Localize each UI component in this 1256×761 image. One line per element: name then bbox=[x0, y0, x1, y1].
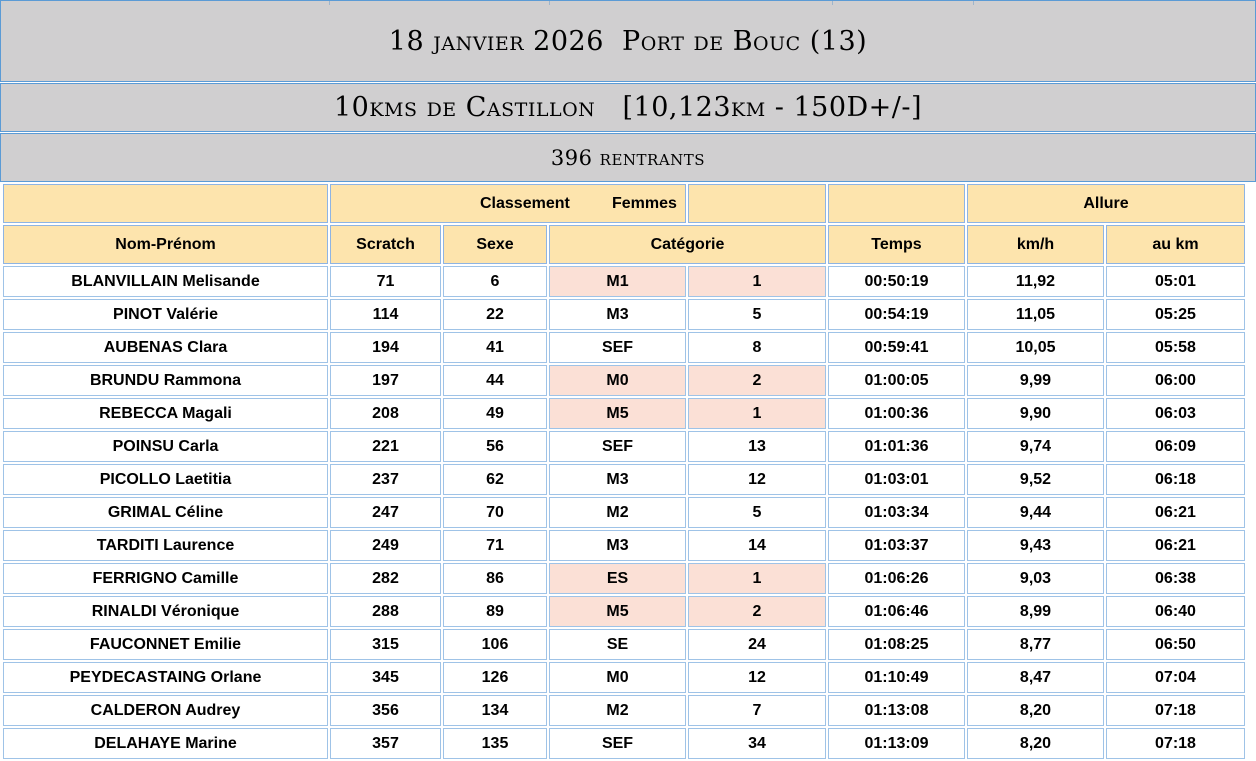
cell-temps: 01:06:26 bbox=[828, 563, 965, 594]
cell-sexe: 62 bbox=[443, 464, 547, 495]
cell-scratch: 282 bbox=[330, 563, 441, 594]
cell-kmh: 8,99 bbox=[967, 596, 1104, 627]
group-header-temps-spacer bbox=[828, 184, 965, 223]
group-header-categorie-spacer bbox=[688, 184, 826, 223]
event-title: 18 janvier 2026 Port de Bouc (13) bbox=[388, 25, 868, 57]
cell-nom: REBECCA Magali bbox=[3, 398, 328, 429]
gridline-mark bbox=[973, 1, 974, 5]
col-header-scratch: Scratch bbox=[330, 225, 441, 264]
cell-categorie: M2 bbox=[549, 695, 686, 726]
cell-kmh: 9,52 bbox=[967, 464, 1104, 495]
cell-sexe: 49 bbox=[443, 398, 547, 429]
table-row bbox=[3, 662, 1245, 693]
group-header-allure: Allure bbox=[967, 184, 1245, 223]
cell-rang-categorie: 34 bbox=[688, 728, 826, 759]
cell-scratch: 249 bbox=[330, 530, 441, 561]
cell-aukm: 06:21 bbox=[1106, 530, 1245, 561]
cell-aukm: 07:18 bbox=[1106, 695, 1245, 726]
cell-kmh: 11,92 bbox=[967, 266, 1104, 297]
cell-sexe: 71 bbox=[443, 530, 547, 561]
cell-categorie: M3 bbox=[549, 299, 686, 330]
col-header-temps: Temps bbox=[828, 225, 965, 264]
col-header-kmh: km/h bbox=[967, 225, 1104, 264]
cell-temps: 01:08:25 bbox=[828, 629, 965, 660]
cell-nom: FERRIGNO Camille bbox=[3, 563, 328, 594]
cell-aukm: 06:40 bbox=[1106, 596, 1245, 627]
cell-scratch: 315 bbox=[330, 629, 441, 660]
cell-rang-categorie: 14 bbox=[688, 530, 826, 561]
cell-nom: PICOLLO Laetitia bbox=[3, 464, 328, 495]
cell-rang-categorie: 8 bbox=[688, 332, 826, 363]
gridline-mark bbox=[329, 1, 330, 5]
cell-kmh: 8,20 bbox=[967, 728, 1104, 759]
cell-temps: 01:03:37 bbox=[828, 530, 965, 561]
cell-nom: PEYDECASTAING Orlane bbox=[3, 662, 328, 693]
cell-temps: 00:50:19 bbox=[828, 266, 965, 297]
cell-aukm: 07:18 bbox=[1106, 728, 1245, 759]
col-header-sexe: Sexe bbox=[443, 225, 547, 264]
results-table bbox=[1, 182, 1247, 761]
cell-kmh: 8,47 bbox=[967, 662, 1104, 693]
cell-temps: 01:00:36 bbox=[828, 398, 965, 429]
cell-temps: 00:54:19 bbox=[828, 299, 965, 330]
finishers-count-banner bbox=[0, 133, 1256, 182]
table-row bbox=[3, 431, 1245, 462]
cell-temps: 01:13:08 bbox=[828, 695, 965, 726]
cell-categorie: ES bbox=[549, 563, 686, 594]
cell-aukm: 05:25 bbox=[1106, 299, 1245, 330]
cell-rang-categorie: 5 bbox=[688, 497, 826, 528]
cell-rang-categorie: 7 bbox=[688, 695, 826, 726]
table-row bbox=[3, 563, 1245, 594]
cell-nom: DELAHAYE Marine bbox=[3, 728, 328, 759]
cell-rang-categorie: 1 bbox=[688, 563, 826, 594]
cell-aukm: 06:09 bbox=[1106, 431, 1245, 462]
cell-scratch: 208 bbox=[330, 398, 441, 429]
cell-rang-categorie: 24 bbox=[688, 629, 826, 660]
cell-categorie: M5 bbox=[549, 398, 686, 429]
cell-kmh: 10,05 bbox=[967, 332, 1104, 363]
cell-kmh: 8,20 bbox=[967, 695, 1104, 726]
cell-nom: POINSU Carla bbox=[3, 431, 328, 462]
results-rows bbox=[3, 266, 1245, 759]
cell-aukm: 06:21 bbox=[1106, 497, 1245, 528]
table-row bbox=[3, 464, 1245, 495]
cell-scratch: 345 bbox=[330, 662, 441, 693]
cell-scratch: 288 bbox=[330, 596, 441, 627]
column-header-row bbox=[3, 225, 1245, 264]
cell-categorie: M2 bbox=[549, 497, 686, 528]
col-header-aukm: au km bbox=[1106, 225, 1245, 264]
cell-kmh: 9,43 bbox=[967, 530, 1104, 561]
cell-temps: 01:03:34 bbox=[828, 497, 965, 528]
cell-kmh: 8,77 bbox=[967, 629, 1104, 660]
cell-categorie: M1 bbox=[549, 266, 686, 297]
table-row bbox=[3, 695, 1245, 726]
table-row bbox=[3, 629, 1245, 660]
table-row bbox=[3, 398, 1245, 429]
cell-temps: 01:10:49 bbox=[828, 662, 965, 693]
cell-sexe: 44 bbox=[443, 365, 547, 396]
cell-categorie: M5 bbox=[549, 596, 686, 627]
race-subtitle-banner bbox=[0, 83, 1256, 132]
cell-aukm: 06:38 bbox=[1106, 563, 1245, 594]
cell-rang-categorie: 1 bbox=[688, 398, 826, 429]
cell-temps: 01:06:46 bbox=[828, 596, 965, 627]
table-row bbox=[3, 365, 1245, 396]
table-row bbox=[3, 266, 1245, 297]
cell-scratch: 194 bbox=[330, 332, 441, 363]
group-header-empty bbox=[3, 184, 328, 223]
cell-sexe: 135 bbox=[443, 728, 547, 759]
cell-nom: FAUCONNET Emilie bbox=[3, 629, 328, 660]
cell-categorie: SEF bbox=[549, 728, 686, 759]
cell-nom: TARDITI Laurence bbox=[3, 530, 328, 561]
cell-categorie: M3 bbox=[549, 530, 686, 561]
cell-scratch: 357 bbox=[330, 728, 441, 759]
cell-temps: 00:59:41 bbox=[828, 332, 965, 363]
group-header-row bbox=[3, 184, 1245, 223]
cell-kmh: 9,03 bbox=[967, 563, 1104, 594]
cell-scratch: 197 bbox=[330, 365, 441, 396]
cell-temps: 01:03:01 bbox=[828, 464, 965, 495]
cell-nom: PINOT Valérie bbox=[3, 299, 328, 330]
cell-nom: BRUNDU Rammona bbox=[3, 365, 328, 396]
cell-nom: AUBENAS Clara bbox=[3, 332, 328, 363]
cell-nom: BLANVILLAIN Melisande bbox=[3, 266, 328, 297]
cell-nom: GRIMAL Céline bbox=[3, 497, 328, 528]
cell-sexe: 106 bbox=[443, 629, 547, 660]
cell-sexe: 89 bbox=[443, 596, 547, 627]
gridline-mark bbox=[832, 1, 833, 5]
cell-temps: 01:01:36 bbox=[828, 431, 965, 462]
cell-kmh: 11,05 bbox=[967, 299, 1104, 330]
group-header-classement bbox=[330, 184, 686, 223]
cell-aukm: 06:03 bbox=[1106, 398, 1245, 429]
cell-nom: CALDERON Audrey bbox=[3, 695, 328, 726]
cell-rang-categorie: 1 bbox=[688, 266, 826, 297]
cell-sexe: 70 bbox=[443, 497, 547, 528]
cell-categorie: SEF bbox=[549, 431, 686, 462]
table-row bbox=[3, 728, 1245, 759]
cell-kmh: 9,90 bbox=[967, 398, 1104, 429]
race-subtitle: 10kms de Castillon [10,123km - 150D+/-] bbox=[333, 92, 923, 123]
cell-sexe: 126 bbox=[443, 662, 547, 693]
gridline-mark bbox=[549, 1, 550, 5]
cell-categorie: SEF bbox=[549, 332, 686, 363]
cell-sexe: 41 bbox=[443, 332, 547, 363]
cell-rang-categorie: 2 bbox=[688, 596, 826, 627]
cell-sexe: 134 bbox=[443, 695, 547, 726]
cell-categorie: M3 bbox=[549, 464, 686, 495]
cell-rang-categorie: 5 bbox=[688, 299, 826, 330]
cell-kmh: 9,74 bbox=[967, 431, 1104, 462]
cell-scratch: 71 bbox=[330, 266, 441, 297]
cell-rang-categorie: 12 bbox=[688, 662, 826, 693]
classement-label: Classement bbox=[480, 194, 570, 212]
cell-aukm: 06:00 bbox=[1106, 365, 1245, 396]
cell-scratch: 247 bbox=[330, 497, 441, 528]
cell-rang-categorie: 13 bbox=[688, 431, 826, 462]
col-header-nom: Nom-Prénom bbox=[3, 225, 328, 264]
event-title-banner bbox=[0, 0, 1256, 82]
table-row bbox=[3, 299, 1245, 330]
cell-scratch: 114 bbox=[330, 299, 441, 330]
col-header-categorie: Catégorie bbox=[549, 225, 826, 264]
cell-temps: 01:13:09 bbox=[828, 728, 965, 759]
cell-scratch: 221 bbox=[330, 431, 441, 462]
cell-aukm: 05:01 bbox=[1106, 266, 1245, 297]
cell-aukm: 06:50 bbox=[1106, 629, 1245, 660]
femmes-label: Femmes bbox=[612, 194, 677, 212]
cell-nom: RINALDI Véronique bbox=[3, 596, 328, 627]
cell-sexe: 86 bbox=[443, 563, 547, 594]
table-row bbox=[3, 332, 1245, 363]
cell-aukm: 06:18 bbox=[1106, 464, 1245, 495]
cell-categorie: SE bbox=[549, 629, 686, 660]
cell-aukm: 05:58 bbox=[1106, 332, 1245, 363]
cell-temps: 01:00:05 bbox=[828, 365, 965, 396]
cell-categorie: M0 bbox=[549, 662, 686, 693]
cell-sexe: 6 bbox=[443, 266, 547, 297]
finishers-count: 396 rentrants bbox=[550, 145, 706, 170]
cell-sexe: 22 bbox=[443, 299, 547, 330]
cell-kmh: 9,44 bbox=[967, 497, 1104, 528]
table-row bbox=[3, 530, 1245, 561]
cell-sexe: 56 bbox=[443, 431, 547, 462]
table-row bbox=[3, 596, 1245, 627]
cell-rang-categorie: 12 bbox=[688, 464, 826, 495]
cell-scratch: 237 bbox=[330, 464, 441, 495]
cell-rang-categorie: 2 bbox=[688, 365, 826, 396]
cell-aukm: 07:04 bbox=[1106, 662, 1245, 693]
cell-scratch: 356 bbox=[330, 695, 441, 726]
cell-categorie: M0 bbox=[549, 365, 686, 396]
table-row bbox=[3, 497, 1245, 528]
cell-kmh: 9,99 bbox=[967, 365, 1104, 396]
